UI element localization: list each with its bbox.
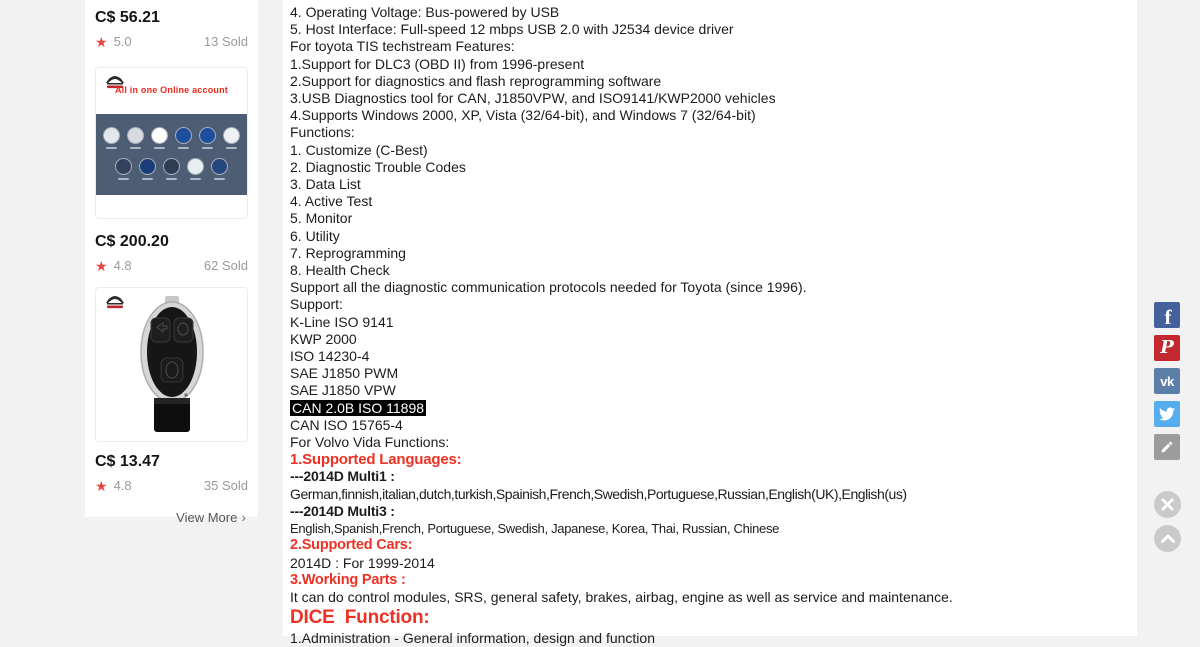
pinterest-share-button[interactable] <box>1154 335 1180 361</box>
close-icon <box>1161 498 1174 511</box>
brand-logo-circle <box>116 159 131 174</box>
product-meta-3 <box>95 478 248 493</box>
product-image-all-in-one-banner[interactable] <box>95 67 248 219</box>
brand-logo-circle <box>104 128 119 143</box>
description-line: 3.Working Parts : <box>290 571 406 588</box>
brand-logo-circle <box>140 159 155 174</box>
description-line: Support: <box>290 296 343 313</box>
star-icon: ★ <box>95 33 108 50</box>
description-line: 5. Monitor <box>290 210 353 227</box>
social-share-bar <box>1154 302 1180 467</box>
product-description-panel <box>283 0 1137 647</box>
edit-share-button[interactable] <box>1154 434 1180 460</box>
description-line: 2.Support for diagnostics and flash reprogramming software <box>290 72 662 89</box>
description-line: 6. Utility <box>290 227 340 244</box>
description-line: 2014D : For 1999-2014 <box>290 554 435 571</box>
highlighted-text: CAN 2.0B ISO 11898 <box>292 399 425 416</box>
description-line: 7. Reprogramming <box>290 244 406 261</box>
description-line: 8. Health Check <box>290 262 390 279</box>
product-price-1[interactable]: C$ 56.21 <box>95 9 160 26</box>
vk-icon: vk <box>1160 373 1174 389</box>
pencil-icon <box>1160 440 1174 454</box>
description-line: ISO 14230-4 <box>290 348 370 365</box>
description-line: 4.Supports Windows 2000, XP, Vista (32/64-bit), and Windows 7 (32/64-bit) <box>290 107 756 124</box>
description-line: It can do control modules, SRS, general safety, brakes, airbag, engine as well as service and maintenance. <box>290 588 953 605</box>
product-rating: 4.8 <box>113 478 132 493</box>
scroll-top-button[interactable] <box>1154 525 1181 552</box>
vk-share-button[interactable] <box>1154 368 1180 394</box>
product-sold-count: 35 Sold <box>203 478 248 493</box>
product-sold-count: 62 Sold <box>203 258 248 273</box>
brand-logo-circle <box>152 128 167 143</box>
description-line: 2. Diagnostic Trouble Codes <box>290 158 466 175</box>
product-image-car-key[interactable] <box>95 287 248 442</box>
description-line: 3.USB Diagnostics tool for CAN, J1850VPW, and ISO9141/KWP2000 vehicles <box>290 90 776 107</box>
description-line: 2.Supported Cars: <box>290 537 413 554</box>
description-line: K-Line ISO 9141 <box>290 313 394 330</box>
star-icon: ★ <box>95 477 108 494</box>
brand-logo-circle <box>164 159 179 174</box>
description-line: 4. Active Test <box>290 193 373 210</box>
description-line: KWP 2000 <box>290 330 357 347</box>
pinterest-icon: P <box>1160 337 1174 358</box>
description-line: 5. Host Interface: Full-speed 12 mbps USB 2.0 with J2534 device driver <box>290 21 734 38</box>
brand-logos-panel <box>96 114 247 195</box>
description-line: For Volvo Vida Functions: <box>290 434 450 451</box>
description-line: German,finnish,italian,dutch,turkish,Spainish,French,Swedish,Portuguese,Russian,English(UK),English(us) <box>290 485 907 502</box>
twitter-share-button[interactable] <box>1154 401 1180 427</box>
product-description-text <box>290 4 1137 647</box>
brand-logo-circle <box>224 128 239 143</box>
description-line: 3. Data List <box>290 176 361 193</box>
product-meta-1 <box>95 34 248 49</box>
brand-logo-circle <box>176 128 191 143</box>
description-line: 1. Customize (C-Best) <box>290 141 428 158</box>
description-line <box>290 400 1137 417</box>
product-rating: 4.8 <box>113 258 132 273</box>
description-line: 1.Administration - General information, design and function <box>290 630 655 647</box>
description-line: ---2014D Multi1 : <box>290 468 395 485</box>
related-products-panel <box>85 0 258 525</box>
floating-controls <box>1154 491 1181 559</box>
facebook-share-button[interactable] <box>1154 302 1180 328</box>
close-button[interactable] <box>1154 491 1181 518</box>
car-key-photo <box>96 288 247 441</box>
product-meta-2 <box>95 258 248 273</box>
description-line: 1.Support for DLC3 (OBD II) from 1996-present <box>290 55 585 72</box>
description-line: SAE J1850 VPW <box>290 382 396 399</box>
banner-title: All in one Online account <box>114 85 228 95</box>
description-line: Functions: <box>290 124 355 141</box>
product-sold-count: 13 Sold <box>203 34 248 49</box>
brand-logo-circle <box>212 159 227 174</box>
view-more-link[interactable]: View More › <box>176 509 246 525</box>
description-line: ---2014D Multi3 : <box>290 502 395 519</box>
product-price-3[interactable]: C$ 13.47 <box>95 453 160 470</box>
description-line: English,Spanish,French, Portuguese, Swedish, Japanese, Korea, Thai, Russian, Chinese <box>290 521 780 537</box>
product-rating: 5.0 <box>113 34 132 49</box>
brand-logo-circle <box>188 159 203 174</box>
facebook-icon: f <box>1164 305 1172 329</box>
brand-logo-circle <box>128 128 143 143</box>
description-line: CAN ISO 15765-4 <box>290 416 403 433</box>
description-line: Support all the diagnostic communication protocols needed for Toyota (since 1996). <box>290 279 807 296</box>
brand-logo-circle <box>200 128 215 143</box>
description-line: DICE Function: <box>290 607 430 629</box>
description-line: 4. Operating Voltage: Bus-powered by USB <box>290 4 560 20</box>
description-line: SAE J1850 PWM <box>290 365 399 382</box>
product-price-2[interactable]: C$ 200.20 <box>95 233 169 250</box>
star-icon: ★ <box>95 257 108 274</box>
twitter-bird-icon <box>1159 406 1175 422</box>
chevron-right-icon: › <box>241 509 246 525</box>
description-line: For toyota TIS techstream Features: <box>290 38 515 55</box>
chevron-up-icon <box>1161 534 1175 543</box>
description-line: 1.Supported Languages: <box>290 451 462 469</box>
